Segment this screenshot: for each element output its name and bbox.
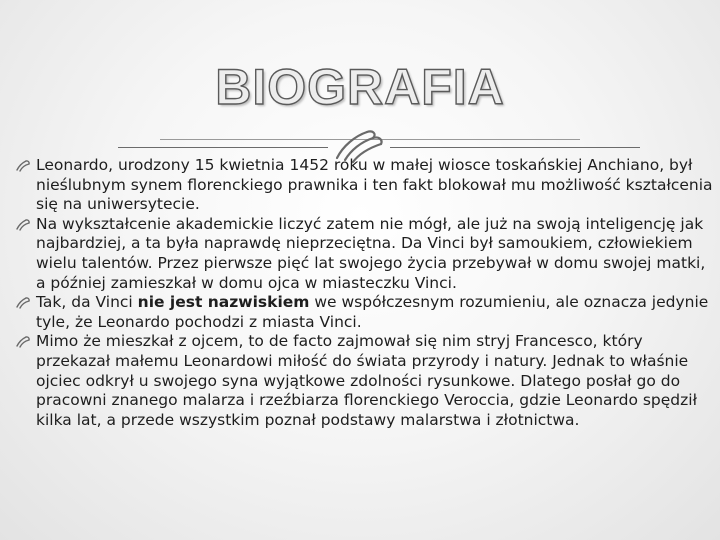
- title-divider-right: [390, 147, 640, 148]
- list-item: [16, 332, 716, 430]
- title-divider-left: [118, 147, 328, 148]
- bullet-text-pre: Tak, da Vinci: [36, 293, 138, 312]
- list-item: [16, 293, 716, 332]
- curl-bullet-icon: [16, 218, 30, 231]
- list-item: [16, 156, 716, 215]
- curl-bullet-icon: [16, 159, 30, 172]
- bullet-text-bold: nie jest nazwiskiem: [137, 293, 310, 312]
- bullet-text: Leonardo, urodzony 15 kwietnia 1452 roku w małej wiosce toskańskiej Anchiano, był nieślubnym synem florenckiego prawnika i ten fakt blokował mu możliwość kształcenia się na uniwersytecie.: [36, 156, 713, 214]
- bullet-list: [16, 156, 716, 430]
- bullet-text: Mimo że mieszkał z ojcem, to de facto zajmował się nim stryj Francesco, który przekazał małemu Leonardowi miłość do świata przyrody i natury. Jednak to właśnie ojciec odkrył u swojego syna wyjątkowe zdolności rysunkowe. Dlatego posłał go do pracowni znanego malarza i rzeźbiarza florenckiego Veroccia, gdzie Leonardo spędził kilka lat, a przede wszystkim poznał podstawy malarstwa i złotnictwa.: [36, 332, 697, 429]
- bullet-text: Na wykształcenie akademickie liczyć zatem nie mógł, ale już na swoją inteligencję jak najbardziej, a ta była naprawdę nieprzeciętna. Da Vinci był samoukiem, człowiekiem wielu talentów. Przez pierwsze pięć lat swojego życia przebywał w domu swojej matki, a później zamieszkał w domu ojca w miasteczku Vinci.: [36, 214, 706, 292]
- bullet-text-post: we współczesnym rozumieniu, ale oznacza jedynie tyle, że Leonardo pochodzi z miasta Vinci.: [36, 293, 709, 331]
- curl-bullet-icon: [16, 335, 30, 348]
- list-item: [16, 215, 716, 293]
- slide-title: BIOGRAFIA: [215, 59, 505, 115]
- curl-bullet-icon: [16, 296, 30, 309]
